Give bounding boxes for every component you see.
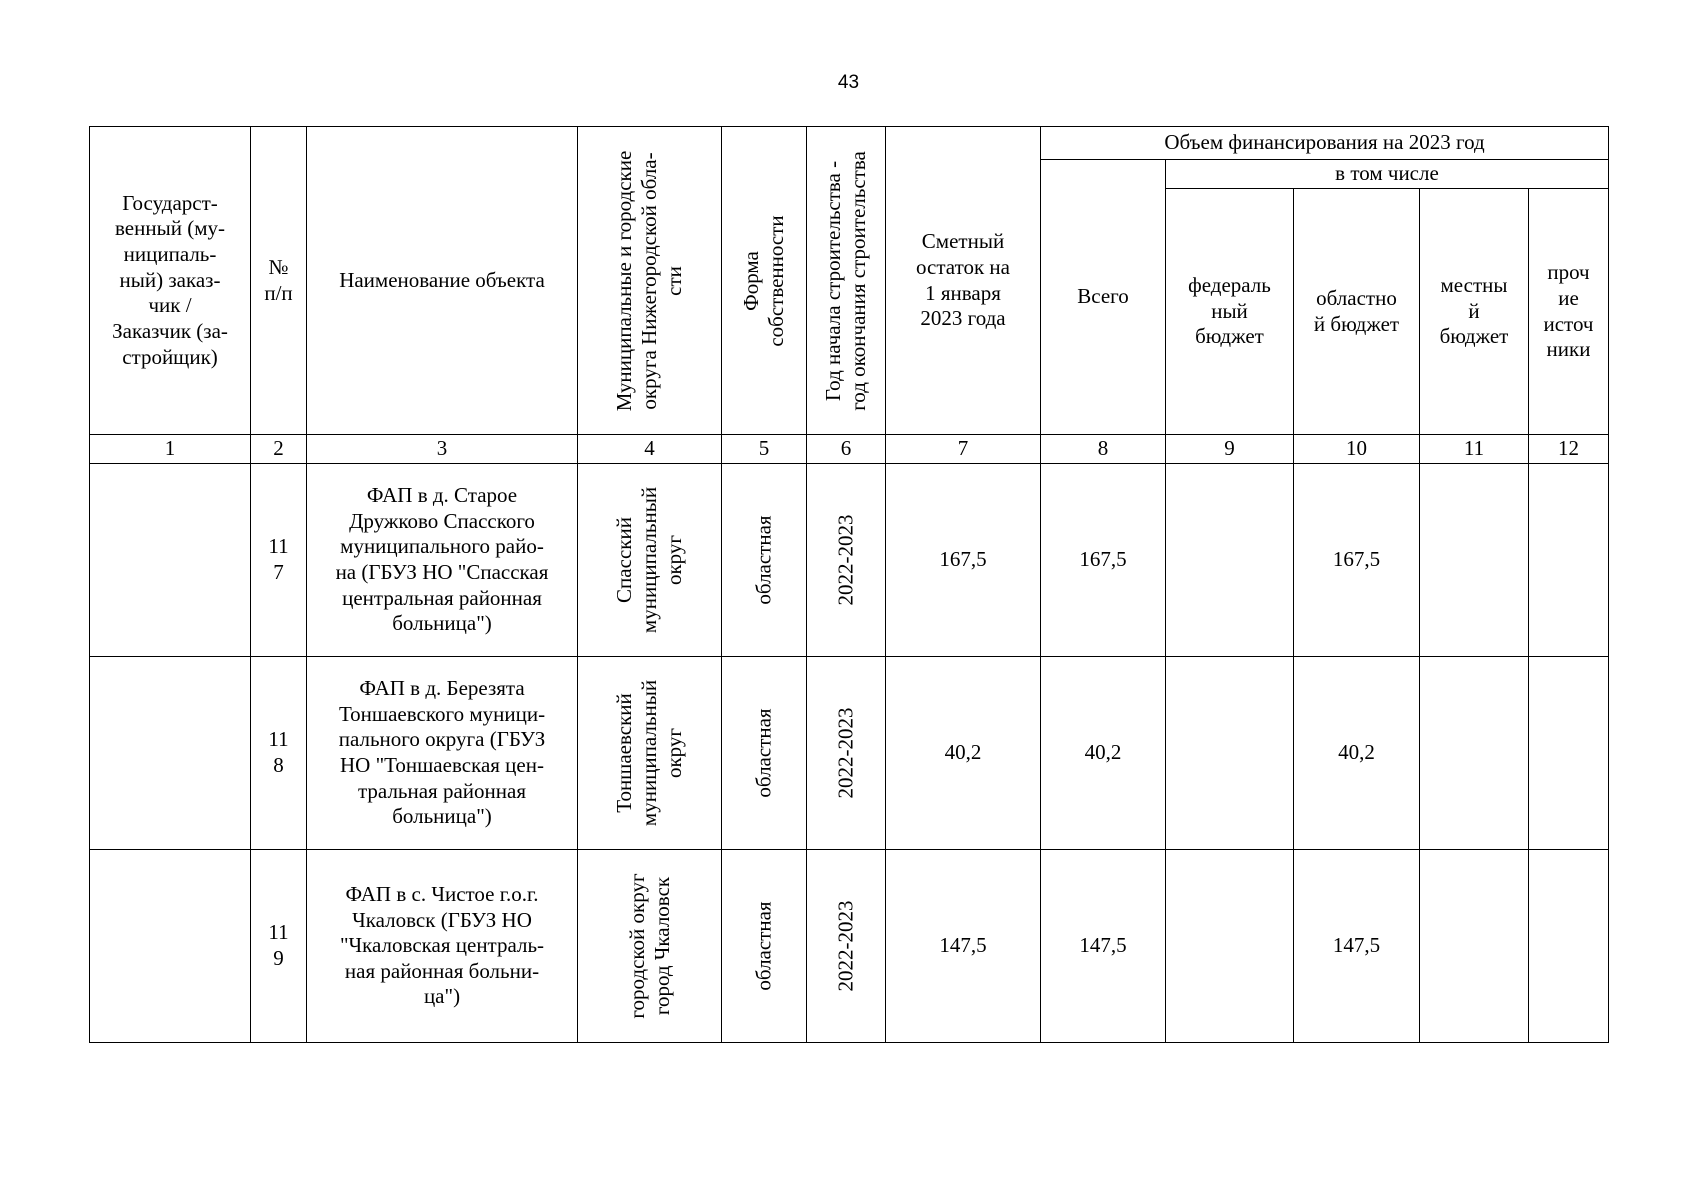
header-row-number: № п/п	[251, 127, 307, 435]
cell-object-name: ФАП в д. Старое Дружково Спасского муниципального райо- на (ГБУЗ НО "Спасская центральная районная больница")	[307, 464, 578, 657]
cell-federal	[1166, 657, 1294, 850]
header-total: Всего	[1041, 160, 1166, 435]
cell-customer	[90, 464, 251, 657]
page-number: 43	[837, 72, 860, 93]
cell-estimated-balance: 167,5	[886, 464, 1041, 657]
table-row	[90, 657, 1609, 850]
column-number: 9	[1166, 435, 1294, 464]
cell-local	[1420, 657, 1529, 850]
cell-years: 2022-2023	[807, 464, 886, 657]
header-municipality: Муниципальные и городские округа Нижегородской обла- сти	[578, 127, 722, 435]
cell-regional: 167,5	[1294, 464, 1420, 657]
column-number: 7	[886, 435, 1041, 464]
funding-table	[89, 126, 1609, 1043]
column-number: 10	[1294, 435, 1420, 464]
header-estimated-balance: Сметный остаток на 1 января 2023 года	[886, 127, 1041, 435]
column-number: 5	[722, 435, 807, 464]
cell-federal	[1166, 850, 1294, 1043]
cell-total: 147,5	[1041, 850, 1166, 1043]
cell-regional: 147,5	[1294, 850, 1420, 1043]
cell-other	[1529, 464, 1609, 657]
header-years: Год начала строительства - год окончания строительства	[807, 127, 886, 435]
cell-local	[1420, 464, 1529, 657]
column-number: 12	[1529, 435, 1609, 464]
header-other: проч ие источ ники	[1529, 189, 1609, 435]
header-funding-title: Объем финансирования на 2023 год	[1041, 127, 1609, 160]
cell-customer	[90, 657, 251, 850]
cell-total: 167,5	[1041, 464, 1166, 657]
column-number: 2	[251, 435, 307, 464]
cell-federal	[1166, 464, 1294, 657]
header-including: в том числе	[1166, 160, 1609, 189]
cell-row-number: 11 8	[251, 657, 307, 850]
cell-customer	[90, 850, 251, 1043]
header-ownership: Форма собственности	[722, 127, 807, 435]
cell-regional: 40,2	[1294, 657, 1420, 850]
cell-estimated-balance: 147,5	[886, 850, 1041, 1043]
cell-row-number: 11 7	[251, 464, 307, 657]
cell-object-name: ФАП в с. Чистое г.о.г. Чкаловск (ГБУЗ НО "Чкаловская централь- ная районная больни- ца")	[307, 850, 578, 1043]
column-numbers-row	[90, 435, 1609, 464]
table-row	[90, 850, 1609, 1043]
cell-other	[1529, 657, 1609, 850]
column-number: 6	[807, 435, 886, 464]
column-number: 3	[307, 435, 578, 464]
cell-row-number: 11 9	[251, 850, 307, 1043]
header-local: местны й бюджет	[1420, 189, 1529, 435]
cell-other	[1529, 850, 1609, 1043]
column-number: 4	[578, 435, 722, 464]
header-federal: федераль ный бюджет	[1166, 189, 1294, 435]
column-number: 8	[1041, 435, 1166, 464]
cell-local	[1420, 850, 1529, 1043]
header-regional: областно й бюджет	[1294, 189, 1420, 435]
cell-years: 2022-2023	[807, 657, 886, 850]
header-customer: Государст- венный (му- ниципаль- ный) заказ- чик / Заказчик (за- стройщик)	[90, 127, 251, 435]
cell-municipality: Спасский муниципальный округ	[578, 464, 722, 657]
cell-estimated-balance: 40,2	[886, 657, 1041, 850]
column-number: 1	[90, 435, 251, 464]
header-object-name: Наименование объекта	[307, 127, 578, 435]
cell-years: 2022-2023	[807, 850, 886, 1043]
cell-object-name: ФАП в д. Березята Тоншаевского муници- пального округа (ГБУЗ НО "Тоншаевская цен- тральная районная больница")	[307, 657, 578, 850]
cell-municipality: Тоншаевский муниципальный округ	[578, 657, 722, 850]
cell-total: 40,2	[1041, 657, 1166, 850]
cell-ownership: областная	[722, 464, 807, 657]
cell-municipality: городской округ город Чкаловск	[578, 850, 722, 1043]
cell-ownership: областная	[722, 657, 807, 850]
column-number: 11	[1420, 435, 1529, 464]
table-row	[90, 464, 1609, 657]
cell-ownership: областная	[722, 850, 807, 1043]
